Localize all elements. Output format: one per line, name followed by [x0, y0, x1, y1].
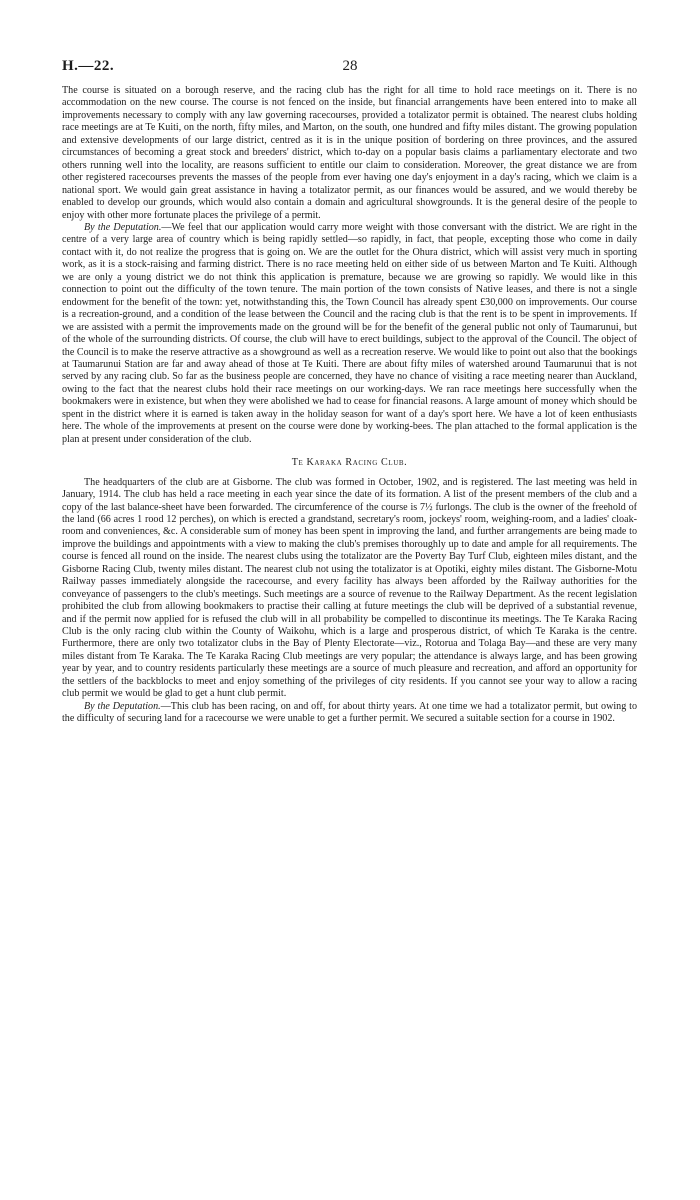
deputation-text: —We feel that our application would carry more weight with those conversant with the district. We are right in the centre of a very large area of country which is being rapidly settled—so rapidly, in fact, that people, excepting those who come in daily contact with it, do not realize the progress that is going on. We are the outlet for the Ohura district, which will assist very much in sporting work, as it is a stock-raising and farming district. There is no race meeting held on either side of us between Marton and Te Kuiti. Although we are only a young district we do not think this application is premature, because we are growing so rapidly. We would like in this connection to point out the difficulty of the town tenure. The main portion of the town consists of Native leases, and there is not a single endowment for the benefit of the town: yet, notwithstanding this, the Town Council has already spent £30,000 on improvements. Our course is a recreation-ground, and a condition of the lease between the Council and the racing club is that the rent is to be spent in improvements. If we are assisted with a permit the improvements made on the ground will be for the benefit of the general public not only of Taumarunui, but of the whole of the surrounding districts. Of course, the club will have to erect buildings, subject to the approval of the Council. The object of the Council is to make the reserve attractive as a showground as well as a recreation reserve. We would like to point out also that the bookings at Taumarunui Station are far and away ahead of those at Te Kuiti. There are about fifty miles of watershed around Taumarunui that is not served by any racing club. So far as the business people are concerned, they have no chance of visiting a race meeting nearer than Auckland, owing to the fact that the nearest clubs hold their race meetings on our working-days. We ran race meetings here successfully when the bookmakers were in existence, but when they were abolished we had to cease for financial reasons. A large amount of money which should be spent in the district where it is earned is taken away in the holiday season for want of a day's sport here. We have a lot of keen enthusiasts here. The whole of the improvements at present on the course were done by working-bees. The plan attached to the formal application is the plan at present under consideration of the club.: [62, 221, 638, 445]
deputation-label: By the Deputation.: [84, 221, 162, 233]
paragraph-te-karaka-club: The headquarters of the club are at Gisborne. The club was formed in October, 1902, and is registered. The last meeting was held in January, 1914. The club has held a race meeting in each year since the date of its formation. A list of the present members of the club and a copy of the last balance-sheet have been forwarded. The circumference of the course is 7½ furlongs. The club is the owner of the freehold of the land (66 acres 1 rood 12 perches), on which is erected a grandstand, secretary's room, jockeys' room, weighing-room, and a ladies' cloak-room and conveniences, &c. A considerable sum of money has been spent in improving the land, and further arrangements are being made to improve the buildings and appointments with a view to making the club's premises thoroughly up to date and ample for all requirements. The course is fenced all round on the inside. The nearest clubs using the totalizator are the Poverty Bay Turf Club, eighteen miles distant, and the Gisborne Racing Club, twenty miles distant. The nearest club not using the totalizator is at Opotiki, eighty miles distant. The Gisborne-Motu Railway passes immediately alongside the racecourse, and every facility has always been afforded by the Railway authorities for the conveyance of passengers to the club's meetings. Such meetings are a source of revenue to the Railway Department. As the recent legislation prohibited the club from allowing bookmakers to practise their calling at future meetings the club will be deprived of a substantial revenue, and if the permit now applied for is refused the club will in all probability be compelled to discontinue its meetings. The Te Karaka Racing Club is the only racing club within the County of Waikohu, which is a large and prosperous district, of which Te Karaka is the centre. Furthermore, there are only two totalizator clubs in the Bay of Plenty Electorate—viz., Rotorua and Tolaga Bay—and these are very many miles distant from Te Karaka. The Te Karaka Racing Club meetings are very popular; the attendance is always large, and has been growing year by year, and to country residents particularly these meetings are a source of much pleasure and recreation, and afford an opportunity for the settlers of the backblocks to meet and enjoy something of the privileges of city residents. If you cannot see your way to allow a racing club permit we would be glad to get a hunt club permit.: [62, 476, 637, 700]
document-body: [62, 85, 637, 726]
page-number: 28: [342, 58, 358, 74]
paragraph-deputation-te-karaka: [62, 701, 637, 726]
deputation-text: —This club has been racing, on and off, for about thirty years. At one time we had a totalizator permit, but owing to the difficulty of securing land for a racecourse we were unable to get a further permit. We secured a suitable section for a course in 1902.: [62, 700, 637, 725]
deputation-label: By the Deputation.: [84, 700, 161, 712]
document-reference: H.—22.: [62, 58, 115, 74]
section-heading-te-karaka: Te Karaka Racing Club.: [291, 457, 408, 469]
paragraph-deputation-taumarunui: [62, 222, 637, 446]
paragraph-course-situation: The course is situated on a borough reserve, and the racing club has the right for all time to hold race meetings on it. There is no accommodation on the new course. The course is not fenced on the inside, but financial arrangements have been entered into to make all improvements necessary to comply with any law governing racecourses, provided a totalizator permit is obtained. The nearest clubs holding race meetings are at Te Kuiti, on the north, fifty miles, and Marton, on the south, one hundred and fifty miles distant. The growing population and extensive developments of our large district, centred as it is in the unique position of bordering on three provinces, and the assured circumstances of becoming a great stock and breeders' district, which to-day on a popular basis claims a parliamentary electorate and two others running well into the locality, are reasons sufficient to entitle our claim to consideration. Moreover, the great distance we are from other registered racecourses prevents the masses of the people from ever having one day's enjoyment in a day's racing, which we claim is a national sport. We would gain great assistance in having a totalizator permit, as our finances would be assured, and we would thereby be enabled to develop our grounds, which would also contain a domain and agricultural showgrounds. It is the general desire of the people to enjoy with other more fortunate places the privilege of a permit.: [62, 85, 637, 221]
